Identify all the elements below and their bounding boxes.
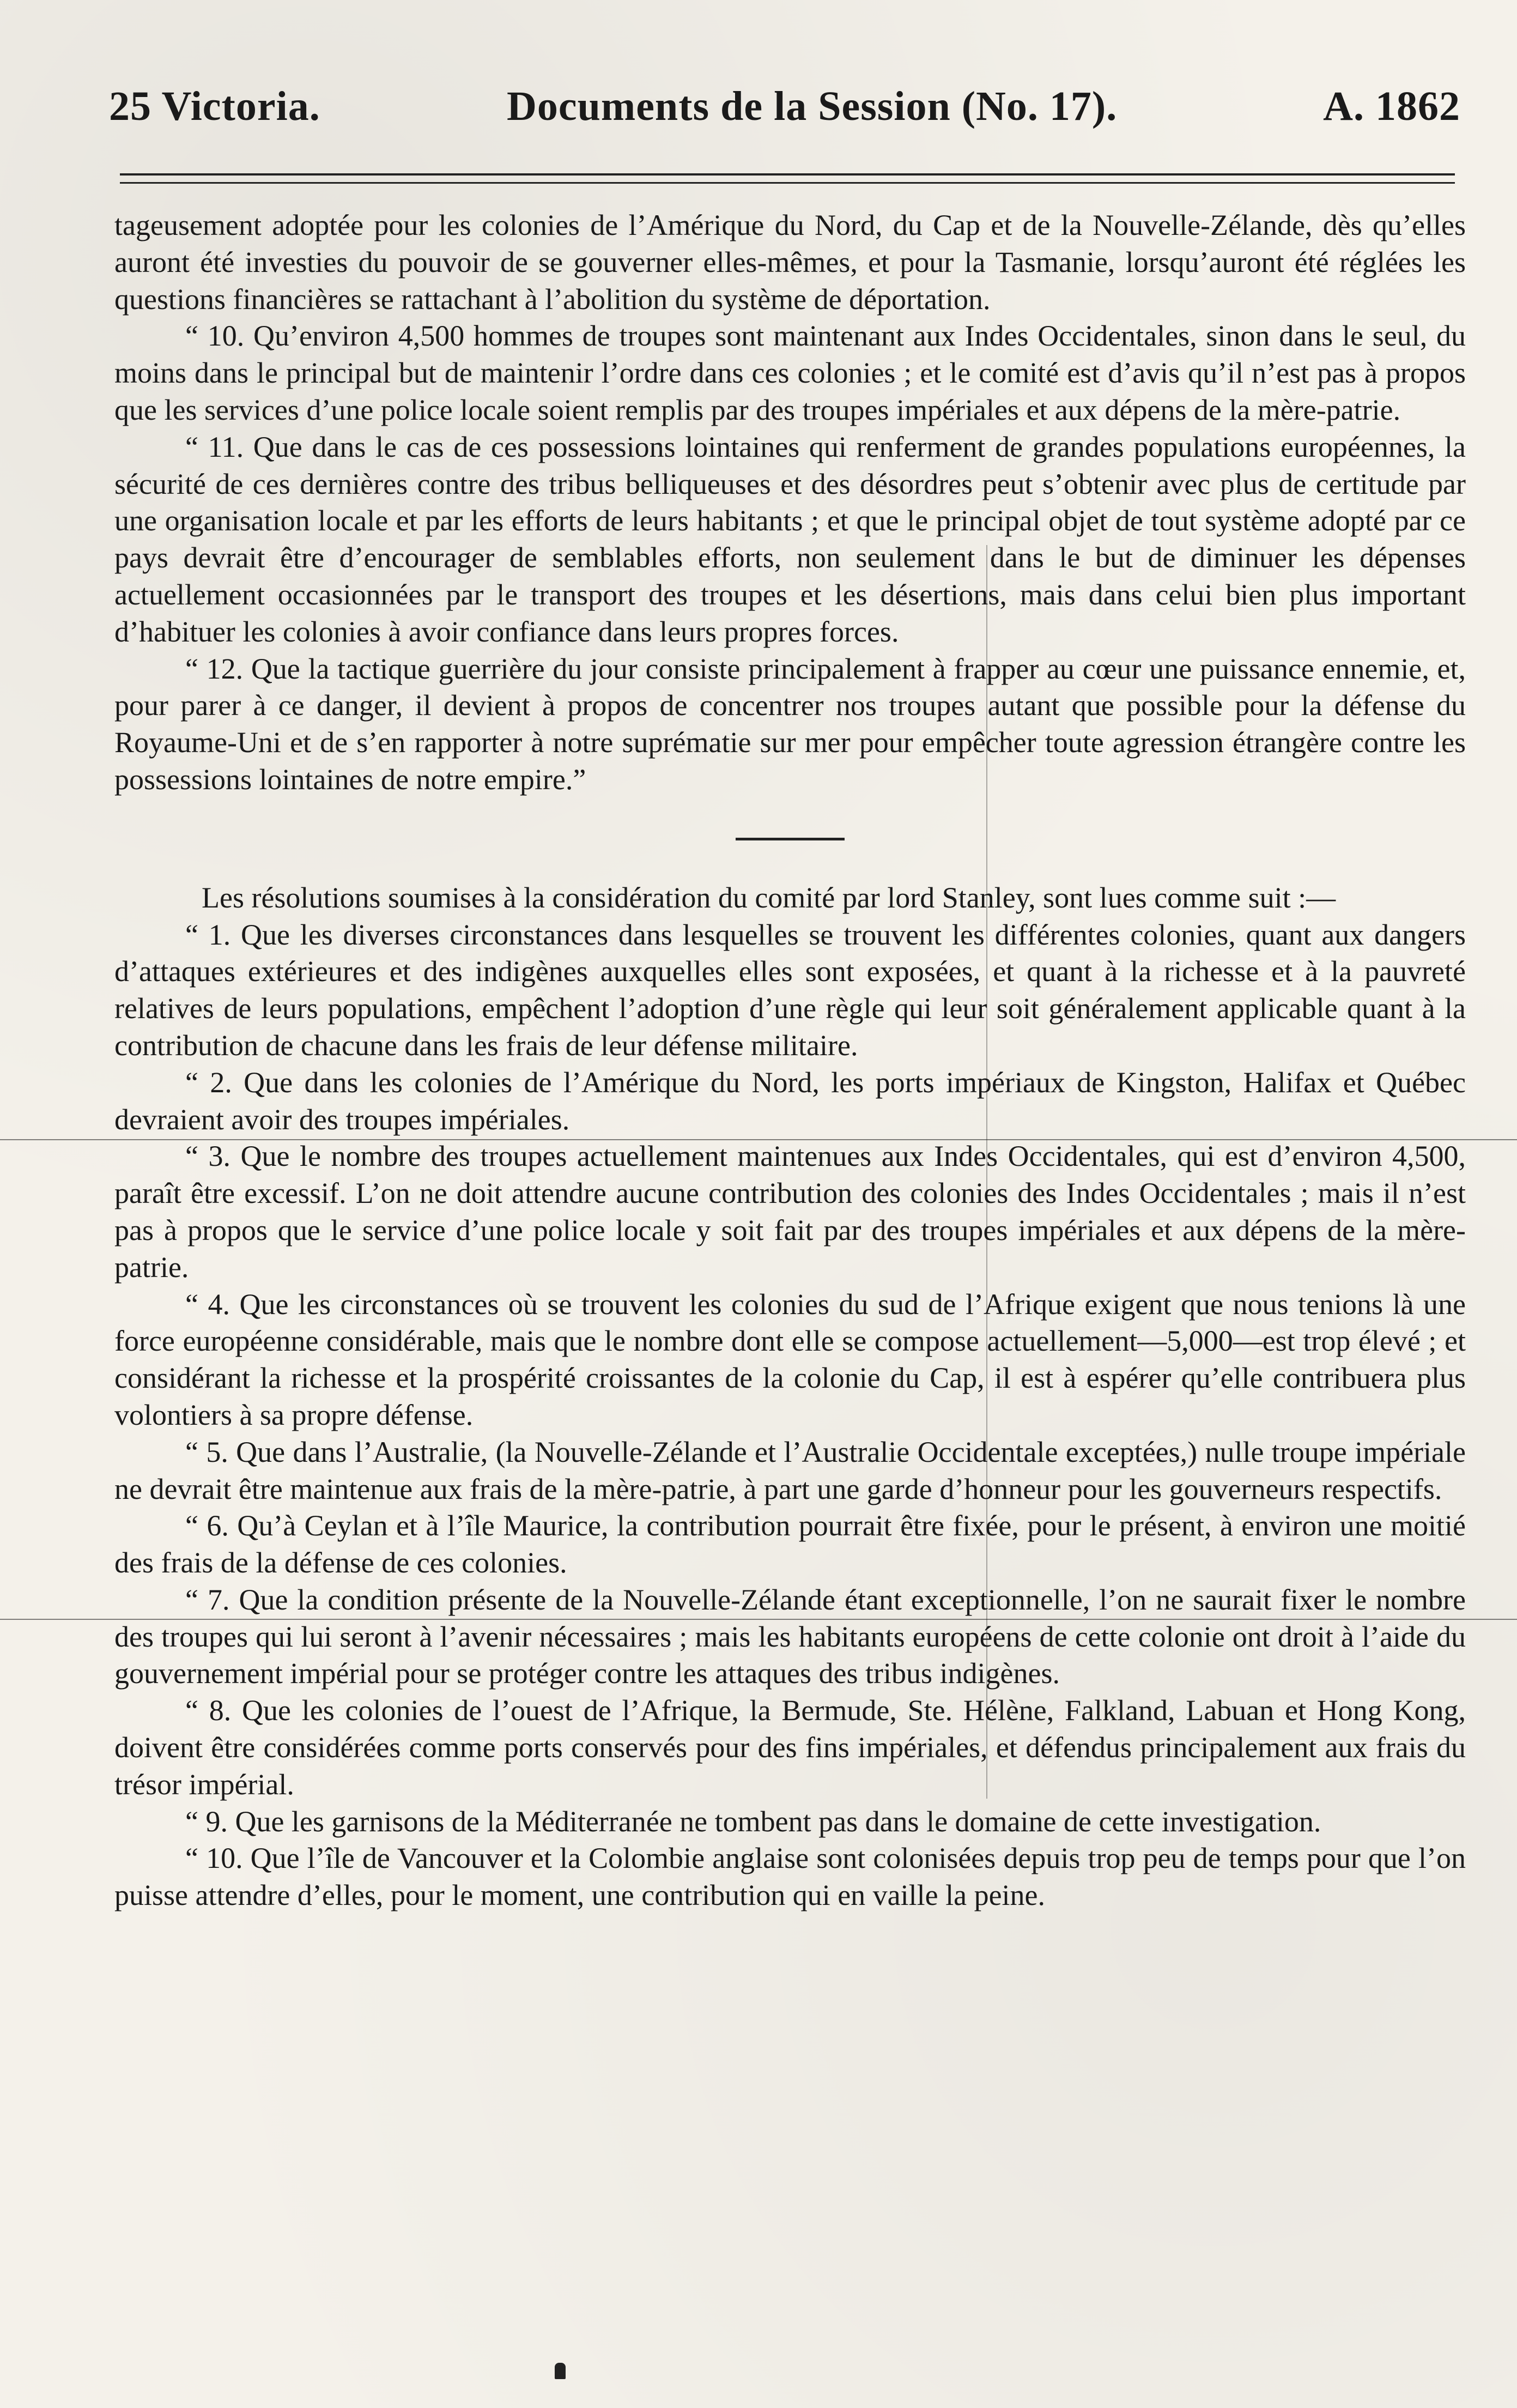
resolution-item: “ 10. Que l’île de Vancouver et la Colombie anglaise sont colonisées depuis trop peu de temps pour que l’on puisse attendre d’elles, pour le moment, une contribution qui en vaille la peine. <box>114 1842 1466 1912</box>
resolution-item: “ 3. Que le nombre des troupes actuellement maintenues aux Indes Occidentales, qui est d’environ 4,500, paraît être excessif. L’on ne doit attendre aucune contribution des colonies des Indes Occidentales ; mais il n’est pas à propos que le service d’une police locale y soit fait par des troupes impériales et aux dépens de la mère-patrie. <box>114 1140 1466 1284</box>
paragraph-continuation: tageusement adoptée pour les colonies de l’Amérique du Nord, du Cap et de la Nouvelle-Zélande, dès qu’elles auront été investies du pouvoir de se gouverner elles-mêmes, et pour la Tasmanie, lorsqu’auront été réglées les questions financières se rattachant à l’abolition du système de déportation. <box>114 209 1466 316</box>
resolution-item: “ 1. Que les diverses circonstances dans lesquelles se trouvent les différentes colonies, quant aux dangers d’attaques extérieures et des indigènes auxquelles elles sont exposées, et quant à la richesse et à la pauvreté relatives de leurs populations, empêchent l’adoption d’une règle qui leur soit généralement applicable quant à la contribution de chacune dans les frais de leur défense militaire. <box>114 918 1466 1062</box>
paragraph-resolution-11: “ 11. Que dans le cas de ces possessions lointaines qui renferment de grandes populations européennes, la sécurité de ces dernières contre des tribus belliqueuses et des désordres peut s’obtenir avec plus de certitude par une organisation locale et par les efforts de leurs habitants ; et que le principal objet de tout système adopté par ce pays devrait être d’encourager de semblables efforts, non seulement dans le but de diminuer les dépenses actuellement occasionnées par le transport des troupes et les désertions, mais dans celui bien plus important d’habituer les colonies à avoir confiance dans leurs propres forces. <box>114 430 1466 648</box>
header-rule-bottom <box>120 182 1455 184</box>
section-separator <box>736 838 845 840</box>
resolution-item: “ 8. Que les colonies de l’ouest de l’Afrique, la Bermude, Ste. Hélène, Falkland, Labuan et Hong Kong, doivent être considérées comme ports conservés pour des fins impériales, et défendus principalement aux frais du trésor impérial. <box>114 1694 1466 1801</box>
paragraph-resolution-12: “ 12. Que la tactique guerrière du jour consiste principalement à frapper au cœur une puissance ennemie, et, pour parer à ce danger, il devient à propos de concentrer nos troupes autant que possible pour la défense du Royaume-Uni et de s’en rapporter à notre suprématie sur mer pour empêcher toute agression étrangère contre les possessions lointaines de notre empire.” <box>114 652 1466 796</box>
resolution-item: “ 7. Que la condition présente de la Nouvelle-Zélande étant exceptionnelle, l’on ne saurait fixer le nombre des troupes qui lui seront à l’avenir nécessaires ; mais les habitants européens de cette colonie ont droit à l’aide du gouvernement impérial pour se protéger contre les attaques des tribus indigènes. <box>114 1583 1466 1690</box>
scan-artifact-line <box>0 1139 1517 1140</box>
scan-artifact-fold <box>986 545 987 1799</box>
paragraph-intro-stanley: Les résolutions soumises à la considération du comité par lord Stanley, sont lues comme suit :— <box>202 881 1336 914</box>
paragraph-resolution-10: “ 10. Qu’environ 4,500 hommes de troupes sont maintenant aux Indes Occidentales, sinon dans le seul, du moins dans le principal but de maintenir l’ordre dans ces colonies ; et le comité est d’avis qu’il n’est pas à propos que les services d’une police locale soient remplis par des troupes impériales et aux dépens de la mère-patrie. <box>114 319 1466 426</box>
resolution-item: “ 2. Que dans les colonies de l’Amérique du Nord, les ports impériaux de Kingston, Halifax et Québec devraient avoir des troupes impériales. <box>114 1066 1466 1136</box>
header-regnal-year: 25 Victoria. <box>109 83 320 129</box>
resolution-item: “ 6. Qu’à Ceylan et à l’île Maurice, la contribution pourrait être fixée, pour le présent, à environ une moitié des frais de la défense de ces colonies. <box>114 1509 1466 1580</box>
signature-mark <box>555 2363 566 2379</box>
header-rule-top <box>120 173 1455 176</box>
header-year: A. 1862 <box>1323 83 1460 129</box>
page-header <box>109 76 1460 136</box>
resolution-item: “ 4. Que les circonstances où se trouvent les colonies du sud de l’Afrique exigent que nous tenions là une force européenne considérable, mais que le nombre dont elle se compose actuellement—5,000—est trop élevé ; et considérant la richesse et la prospérité croissantes de la colonie du Cap, il est à espérer qu’elle contribuera plus volontiers à sa propre défense. <box>114 1287 1466 1431</box>
resolution-item: “ 5. Que dans l’Australie, (la Nouvelle-Zélande et l’Australie Occidentale exceptées,) nulle troupe impériale ne devrait être maintenue aux frais de la mère-patrie, à part une garde d’honneur pour les gouverneurs respectifs. <box>114 1435 1466 1505</box>
scan-artifact-line <box>0 1619 1517 1620</box>
document-body <box>114 207 1466 1914</box>
header-title: Documents de la Session (No. 17). <box>507 83 1118 129</box>
resolution-item: “ 9. Que les garnisons de la Méditerranée ne tombent pas dans le domaine de cette investigation. <box>185 1805 1321 1838</box>
